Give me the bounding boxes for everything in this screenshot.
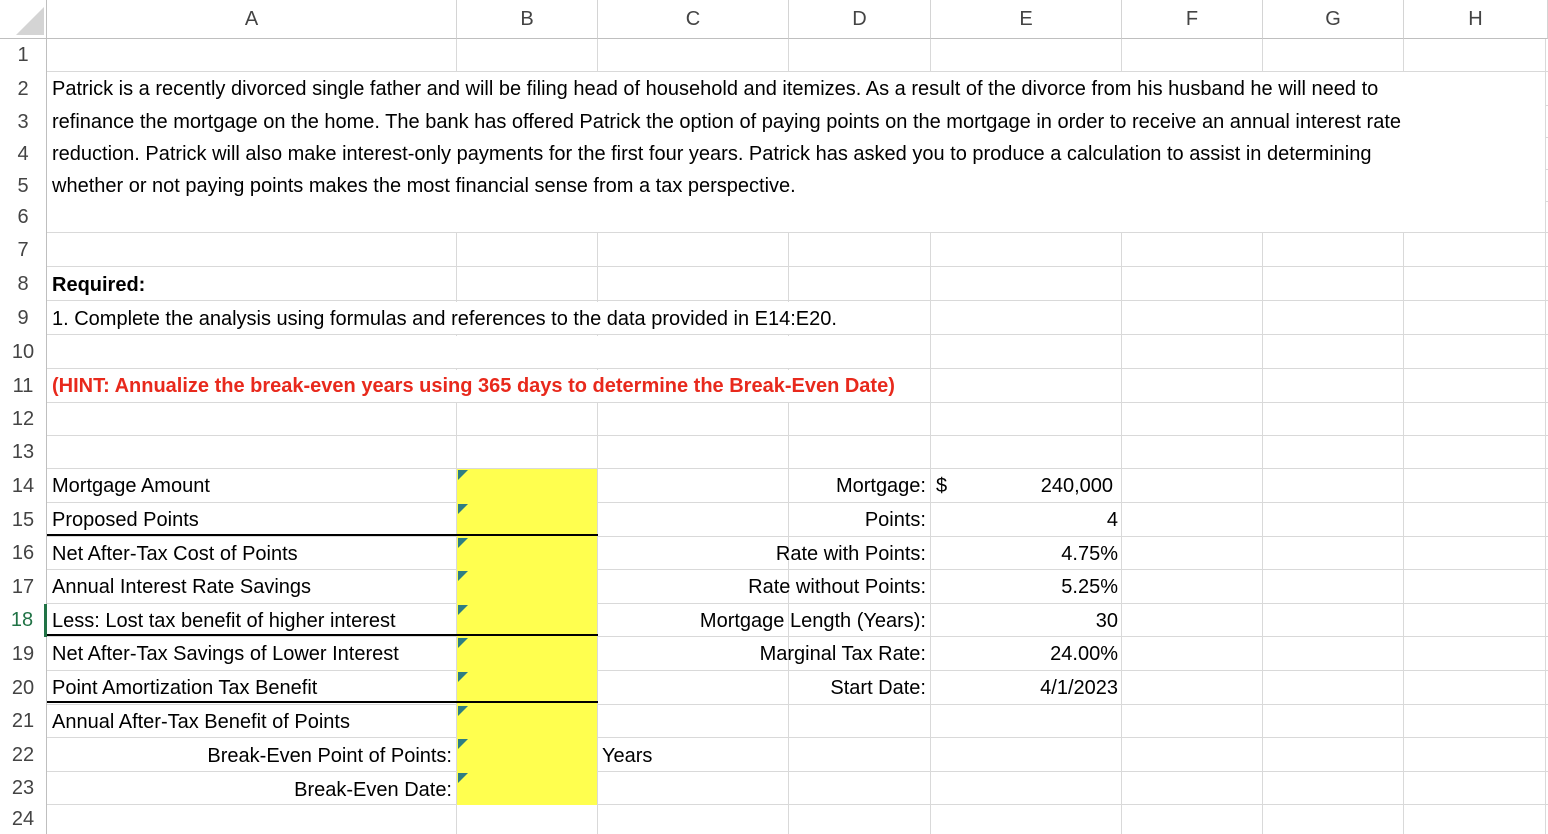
gridline <box>47 536 1548 537</box>
gridline <box>47 502 1548 503</box>
cell-border <box>47 634 598 636</box>
row-header[interactable]: 1 <box>0 39 47 72</box>
row-header-selected[interactable]: 18 <box>0 604 47 637</box>
row-header[interactable]: 11 <box>0 369 47 403</box>
label-break-even-point: Break-Even Point of Points: <box>207 745 452 767</box>
intro-line-4: whether or not paying points makes the most financial sense from a tax perspective. <box>52 175 796 197</box>
column-header-f[interactable]: F <box>1122 0 1263 39</box>
years-unit-label: Years <box>602 745 653 767</box>
column-header-b[interactable]: B <box>457 0 598 39</box>
gridline <box>47 771 1548 772</box>
required-heading: Required: <box>52 274 146 296</box>
label-net-after-tax-cost: Net After-Tax Cost of Points <box>52 543 298 565</box>
value-marginal-tax-rate[interactable]: 24.00% <box>1050 643 1118 665</box>
gridline <box>47 704 1548 705</box>
data-label-start-date: Start Date: <box>830 677 926 699</box>
required-item: 1. Complete the analysis using formulas and references to the data provided in E14:E20. <box>52 308 837 330</box>
data-label-rate-without-points: Rate without Points: <box>748 576 926 598</box>
gridline <box>47 266 1548 267</box>
cell-indicator-icon <box>458 470 468 480</box>
row-header[interactable]: 8 <box>0 267 47 301</box>
cell-indicator-icon <box>458 571 468 581</box>
row-header[interactable]: 22 <box>0 738 47 772</box>
answer-input-block[interactable] <box>457 469 597 805</box>
row-header[interactable]: 12 <box>0 403 47 436</box>
data-label-rate-with-points: Rate with Points: <box>775 543 926 565</box>
value-mortgage-length[interactable]: 30 <box>1095 610 1118 632</box>
overflow-mask <box>47 336 897 368</box>
row-header[interactable]: 15 <box>0 503 47 537</box>
row-header[interactable]: 16 <box>0 537 47 570</box>
row-header[interactable]: 19 <box>0 637 47 671</box>
row-header[interactable]: 2 <box>0 72 47 106</box>
select-all-triangle <box>16 7 44 35</box>
data-label-marginal-tax-rate: Marginal Tax Rate: <box>759 643 926 665</box>
gridline <box>47 636 1548 637</box>
label-mortgage-amount: Mortgage Amount <box>52 475 210 497</box>
gridline <box>47 670 1548 671</box>
row-header[interactable]: 23 <box>0 772 47 805</box>
row-header[interactable]: 4 <box>0 138 47 170</box>
row-header[interactable]: 13 <box>0 436 47 469</box>
cell-indicator-icon <box>458 672 468 682</box>
data-label-mortgage-length: Mortgage Length (Years): <box>699 610 926 632</box>
label-point-amortization: Point Amortization Tax Benefit <box>52 677 318 699</box>
column-header-a[interactable]: A <box>47 0 457 39</box>
gridline <box>47 334 1548 335</box>
gridline <box>47 569 1548 570</box>
currency-symbol: $ <box>936 475 948 497</box>
row-header[interactable]: 24 <box>0 805 47 834</box>
label-annual-benefit: Annual After-Tax Benefit of Points <box>52 711 350 733</box>
value-start-date[interactable]: 4/1/2023 <box>1040 677 1118 699</box>
column-header-g[interactable]: G <box>1263 0 1404 39</box>
cell-indicator-icon <box>458 504 468 514</box>
value-points[interactable]: 4 <box>1106 509 1118 531</box>
row-header[interactable]: 17 <box>0 570 47 604</box>
gridline <box>47 402 1548 403</box>
row-header[interactable]: 14 <box>0 469 47 503</box>
gridline <box>47 300 1548 301</box>
intro-line-3: reduction. Patrick will also make interest-only payments for the first four years. Patrick has asked you to produce a calculation to assist in determining <box>52 143 1372 165</box>
row-header[interactable]: 20 <box>0 671 47 705</box>
row-header[interactable]: 7 <box>0 233 47 267</box>
cell-indicator-icon <box>458 638 468 648</box>
intro-line-1: Patrick is a recently divorced single father and will be filing head of household and itemizes. As a result of the divorce from his husband he will need to <box>52 78 1379 100</box>
label-annual-rate-savings: Annual Interest Rate Savings <box>52 576 312 598</box>
cell-indicator-icon <box>458 706 468 716</box>
cell-indicator-icon <box>458 773 468 783</box>
row-header[interactable]: 9 <box>0 301 47 335</box>
row-header[interactable]: 6 <box>0 202 47 233</box>
row-header[interactable]: 3 <box>0 106 47 138</box>
select-all-corner[interactable] <box>0 0 47 39</box>
label-break-even-date: Break-Even Date: <box>294 779 452 801</box>
cell-indicator-icon <box>458 538 468 548</box>
label-proposed-points: Proposed Points <box>52 509 199 531</box>
gridline <box>47 368 1548 369</box>
intro-line-2: refinance the mortgage on the home. The bank has offered Patrick the option of paying points on the mortgage in order to receive an annual interest rate <box>52 111 1402 133</box>
label-net-after-tax-savings: Net After-Tax Savings of Lower Interest <box>52 643 399 665</box>
gridline <box>47 232 1548 233</box>
row-header[interactable]: 5 <box>0 170 47 202</box>
cell-border <box>47 701 598 703</box>
gridline <box>47 435 1548 436</box>
row-header[interactable]: 10 <box>0 335 47 369</box>
value-rate-without-points[interactable]: 5.25% <box>1061 576 1118 598</box>
row-header[interactable]: 21 <box>0 705 47 738</box>
gridline <box>47 603 1548 604</box>
gridline <box>47 468 1548 469</box>
hint-text: (HINT: Annualize the break-even years using 365 days to determine the Break-Even Date) <box>52 375 895 397</box>
column-header-h[interactable]: H <box>1404 0 1548 39</box>
gridline <box>1545 39 1546 834</box>
label-lost-tax-benefit: Less: Lost tax benefit of higher interest <box>52 610 396 632</box>
value-mortgage[interactable]: 240,000 <box>1040 475 1113 497</box>
column-header-d[interactable]: D <box>789 0 931 39</box>
data-label-mortgage: Mortgage: <box>835 475 926 497</box>
data-label-points: Points: <box>864 509 926 531</box>
value-rate-with-points[interactable]: 4.75% <box>1061 543 1118 565</box>
column-header-e[interactable]: E <box>931 0 1122 39</box>
gridline <box>47 804 1548 805</box>
cell-indicator-icon <box>458 605 468 615</box>
column-header-c[interactable]: C <box>598 0 789 39</box>
gridline <box>47 737 1548 738</box>
cell-indicator-icon <box>458 739 468 749</box>
cell-border <box>47 534 598 536</box>
